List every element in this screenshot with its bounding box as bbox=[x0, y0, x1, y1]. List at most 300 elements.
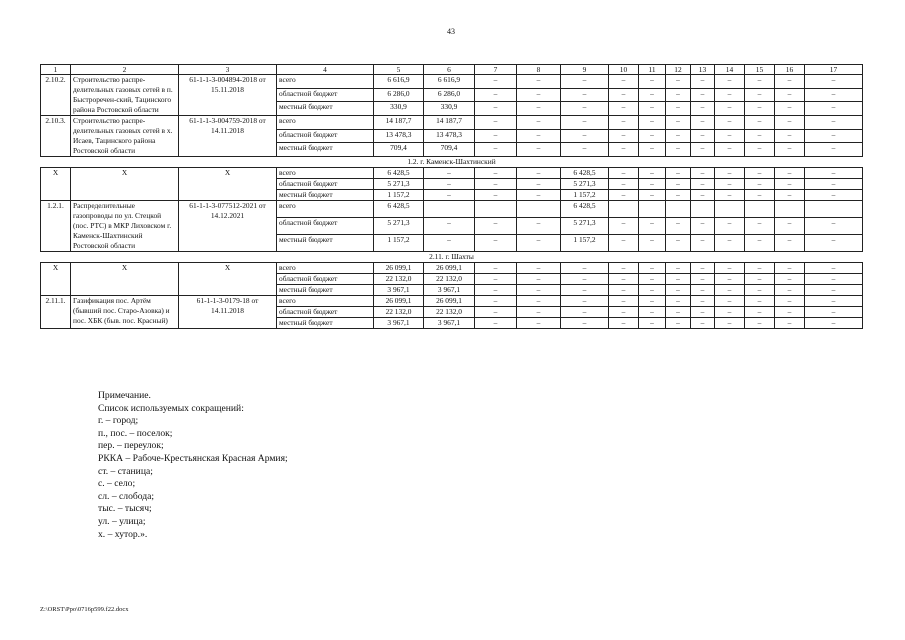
amount-cell: – bbox=[475, 263, 517, 274]
amount-cell: – bbox=[745, 296, 775, 307]
amount-cell: – bbox=[715, 88, 745, 102]
amount-cell: – bbox=[639, 318, 666, 329]
amount-cell: – bbox=[424, 235, 475, 252]
amount-cell: – bbox=[639, 274, 666, 285]
amount-cell: – bbox=[639, 75, 666, 89]
amount-cell: – bbox=[475, 285, 517, 296]
amount-cell: – bbox=[561, 75, 609, 89]
amount-cell: – bbox=[775, 88, 805, 102]
amount-cell: – bbox=[666, 263, 691, 274]
amount-cell: – bbox=[517, 296, 561, 307]
amount-cell: – bbox=[609, 75, 639, 89]
budget-source-cell: всего bbox=[277, 75, 374, 89]
amount-cell: – bbox=[715, 190, 745, 201]
amount-cell: 5 271,3 bbox=[561, 179, 609, 190]
project-code-cell: 61-1-1-3-077512-2021 от 14.12.2021 bbox=[179, 201, 277, 252]
column-header: 11 bbox=[639, 65, 666, 75]
amount-cell: – bbox=[666, 285, 691, 296]
amount-cell: – bbox=[666, 307, 691, 318]
amount-cell: – bbox=[609, 88, 639, 102]
amount-cell: – bbox=[639, 296, 666, 307]
amount-cell: – bbox=[561, 285, 609, 296]
amount-cell: – bbox=[475, 296, 517, 307]
budget-source-cell: всего bbox=[277, 168, 374, 179]
note-item: пер. – переулок; bbox=[98, 440, 164, 452]
table-row bbox=[41, 168, 863, 179]
amount-cell: – bbox=[775, 75, 805, 89]
amount-cell: 26 099,1 bbox=[424, 296, 475, 307]
note-item: х. – хутор.». bbox=[98, 528, 148, 540]
amount-cell: – bbox=[424, 168, 475, 179]
project-name-cell: Строительство распре-делительных газовых сетей в п. Быстроречен-ский, Тацинского района Ростовской области bbox=[71, 75, 179, 116]
budget-source-cell: областной бюджет bbox=[277, 307, 374, 318]
amount-cell bbox=[609, 201, 639, 218]
amount-cell: – bbox=[805, 102, 863, 116]
amount-cell: – bbox=[805, 307, 863, 318]
amount-cell: 1 157,2 bbox=[561, 190, 609, 201]
amount-cell: – bbox=[609, 190, 639, 201]
amount-cell: 5 271,3 bbox=[561, 218, 609, 235]
amount-cell: – bbox=[691, 307, 715, 318]
amount-cell: – bbox=[517, 218, 561, 235]
amount-cell: – bbox=[691, 102, 715, 116]
amount-cell bbox=[517, 201, 561, 218]
column-header: 7 bbox=[475, 65, 517, 75]
budget-source-cell: областной бюджет bbox=[277, 88, 374, 102]
budget-source-cell: областной бюджет bbox=[277, 129, 374, 143]
amount-cell: – bbox=[805, 235, 863, 252]
budget-table bbox=[40, 64, 863, 329]
amount-cell bbox=[775, 201, 805, 218]
amount-cell: – bbox=[715, 218, 745, 235]
column-header: 8 bbox=[517, 65, 561, 75]
amount-cell: – bbox=[475, 143, 517, 157]
amount-cell: – bbox=[666, 143, 691, 157]
amount-cell: – bbox=[715, 129, 745, 143]
amount-cell: 6 428,5 bbox=[561, 168, 609, 179]
amount-cell: – bbox=[517, 263, 561, 274]
amount-cell: – bbox=[561, 274, 609, 285]
amount-cell: – bbox=[805, 88, 863, 102]
amount-cell: – bbox=[775, 285, 805, 296]
amount-cell: – bbox=[805, 75, 863, 89]
amount-cell: 5 271,3 bbox=[374, 218, 424, 235]
amount-cell: 13 478,3 bbox=[424, 129, 475, 143]
amount-cell: – bbox=[639, 143, 666, 157]
amount-cell: – bbox=[691, 218, 715, 235]
amount-cell: 5 271,3 bbox=[374, 179, 424, 190]
amount-cell: – bbox=[517, 168, 561, 179]
amount-cell: 3 967,1 bbox=[374, 318, 424, 329]
amount-cell: – bbox=[745, 75, 775, 89]
amount-cell: – bbox=[805, 129, 863, 143]
amount-cell: – bbox=[475, 88, 517, 102]
amount-cell: – bbox=[745, 168, 775, 179]
amount-cell: – bbox=[639, 263, 666, 274]
amount-cell bbox=[745, 201, 775, 218]
table-row bbox=[41, 75, 863, 89]
column-header: 5 bbox=[374, 65, 424, 75]
amount-cell: – bbox=[805, 285, 863, 296]
project-name-cell: Строительство распре-делительных газовых сетей в х. Исаев, Тацинского района Ростовской области bbox=[71, 116, 179, 157]
amount-cell: – bbox=[745, 179, 775, 190]
budget-source-cell: местный бюджет bbox=[277, 285, 374, 296]
amount-cell: – bbox=[775, 102, 805, 116]
amount-cell: – bbox=[805, 318, 863, 329]
amount-cell: – bbox=[666, 168, 691, 179]
amount-cell: – bbox=[691, 296, 715, 307]
column-header: 2 bbox=[71, 65, 179, 75]
amount-cell: – bbox=[475, 129, 517, 143]
amount-cell: – bbox=[745, 143, 775, 157]
amount-cell: 709,4 bbox=[374, 143, 424, 157]
amount-cell: – bbox=[715, 274, 745, 285]
amount-cell: – bbox=[561, 296, 609, 307]
amount-cell: 3 967,1 bbox=[374, 285, 424, 296]
amount-cell: 6 616,9 bbox=[374, 75, 424, 89]
amount-cell: 6 286,0 bbox=[374, 88, 424, 102]
amount-cell: – bbox=[691, 285, 715, 296]
budget-source-cell: местный бюджет bbox=[277, 235, 374, 252]
amount-cell: – bbox=[475, 75, 517, 89]
budget-source-cell: всего bbox=[277, 296, 374, 307]
amount-cell: – bbox=[475, 190, 517, 201]
amount-cell: – bbox=[609, 168, 639, 179]
note-item: ул. – улица; bbox=[98, 515, 146, 527]
amount-cell: – bbox=[517, 285, 561, 296]
amount-cell: – bbox=[639, 129, 666, 143]
amount-cell: – bbox=[745, 274, 775, 285]
budget-source-cell: областной бюджет bbox=[277, 218, 374, 235]
amount-cell: 26 099,1 bbox=[424, 263, 475, 274]
amount-cell: – bbox=[691, 116, 715, 130]
amount-cell: – bbox=[715, 263, 745, 274]
budget-source-cell: местный бюджет bbox=[277, 318, 374, 329]
amount-cell: – bbox=[517, 179, 561, 190]
amount-cell: – bbox=[691, 235, 715, 252]
amount-cell: – bbox=[715, 318, 745, 329]
amount-cell: 14 187,7 bbox=[374, 116, 424, 130]
amount-cell bbox=[691, 201, 715, 218]
amount-cell bbox=[715, 201, 745, 218]
amount-cell: – bbox=[691, 129, 715, 143]
column-header: 4 bbox=[277, 65, 374, 75]
page-number: 43 bbox=[447, 27, 455, 36]
amount-cell: – bbox=[666, 235, 691, 252]
amount-cell: 14 187,7 bbox=[424, 116, 475, 130]
amount-cell: – bbox=[517, 88, 561, 102]
amount-cell: – bbox=[745, 88, 775, 102]
amount-cell: – bbox=[691, 168, 715, 179]
amount-cell: – bbox=[475, 218, 517, 235]
amount-cell: – bbox=[639, 88, 666, 102]
note-item: п., пос. – поселок; bbox=[98, 427, 173, 439]
amount-cell: – bbox=[639, 285, 666, 296]
column-header: 6 bbox=[424, 65, 475, 75]
amount-cell: – bbox=[639, 179, 666, 190]
amount-cell: – bbox=[745, 190, 775, 201]
amount-cell: – bbox=[715, 285, 745, 296]
column-header: 14 bbox=[715, 65, 745, 75]
amount-cell: – bbox=[609, 318, 639, 329]
amount-cell: – bbox=[805, 218, 863, 235]
amount-cell: – bbox=[475, 102, 517, 116]
amount-cell: – bbox=[745, 116, 775, 130]
budget-source-cell: всего bbox=[277, 116, 374, 130]
column-header: 12 bbox=[666, 65, 691, 75]
amount-cell: – bbox=[475, 235, 517, 252]
amount-cell bbox=[666, 201, 691, 218]
amount-cell: 1 157,2 bbox=[374, 235, 424, 252]
column-header: 10 bbox=[609, 65, 639, 75]
amount-cell: – bbox=[715, 307, 745, 318]
row-number-cell: 1.2.1. bbox=[41, 201, 71, 252]
note-items-list bbox=[98, 415, 288, 541]
project-code-cell: Х bbox=[179, 263, 277, 296]
budget-source-cell: областной бюджет bbox=[277, 274, 374, 285]
amount-cell: – bbox=[639, 190, 666, 201]
amount-cell: – bbox=[805, 179, 863, 190]
amount-cell: 330,9 bbox=[374, 102, 424, 116]
amount-cell: – bbox=[666, 116, 691, 130]
amount-cell: – bbox=[666, 129, 691, 143]
amount-cell: – bbox=[805, 296, 863, 307]
amount-cell: – bbox=[475, 307, 517, 318]
amount-cell bbox=[805, 201, 863, 218]
amount-cell: 26 099,1 bbox=[374, 296, 424, 307]
amount-cell: – bbox=[666, 190, 691, 201]
amount-cell: – bbox=[805, 168, 863, 179]
amount-cell: – bbox=[639, 116, 666, 130]
amount-cell: – bbox=[517, 318, 561, 329]
amount-cell: – bbox=[609, 129, 639, 143]
amount-cell: – bbox=[424, 190, 475, 201]
amount-cell: – bbox=[639, 168, 666, 179]
amount-cell: – bbox=[691, 190, 715, 201]
row-number-cell: Х bbox=[41, 168, 71, 201]
amount-cell: – bbox=[666, 218, 691, 235]
amount-cell: – bbox=[609, 143, 639, 157]
note-item: с. – село; bbox=[98, 478, 136, 490]
amount-cell: – bbox=[775, 274, 805, 285]
amount-cell: 22 132,0 bbox=[374, 274, 424, 285]
amount-cell: – bbox=[639, 307, 666, 318]
note-item: сл. – слобода; bbox=[98, 490, 155, 502]
note-item: ст. – станица; bbox=[98, 465, 153, 477]
amount-cell: – bbox=[609, 274, 639, 285]
note-item: РККА – Рабоче-Крестьянская Красная Армия; bbox=[98, 452, 288, 464]
amount-cell bbox=[639, 201, 666, 218]
amount-cell: – bbox=[561, 318, 609, 329]
amount-cell: 330,9 bbox=[424, 102, 475, 116]
row-number-cell: 2.10.3. bbox=[41, 116, 71, 157]
budget-source-cell: всего bbox=[277, 263, 374, 274]
amount-cell: – bbox=[609, 102, 639, 116]
amount-cell: 6 428,5 bbox=[374, 201, 424, 218]
amount-cell: – bbox=[517, 129, 561, 143]
amount-cell: – bbox=[666, 296, 691, 307]
amount-cell: – bbox=[775, 143, 805, 157]
amount-cell: – bbox=[609, 296, 639, 307]
budget-source-cell: местный бюджет bbox=[277, 143, 374, 157]
note-subtitle: Список используемых сокращений: bbox=[98, 402, 244, 414]
amount-cell: – bbox=[561, 88, 609, 102]
amount-cell: 22 132,0 bbox=[424, 307, 475, 318]
amount-cell: – bbox=[775, 179, 805, 190]
amount-cell: 1 157,2 bbox=[374, 190, 424, 201]
file-path-footer: Z:\ORST\Ppo\0716p599.f22.docx bbox=[40, 606, 129, 613]
row-number-cell: Х bbox=[41, 263, 71, 296]
amount-cell: 13 478,3 bbox=[374, 129, 424, 143]
amount-cell: – bbox=[424, 218, 475, 235]
project-code-cell: 61-1-1-3-004894-2018 от 15.11.2018 bbox=[179, 75, 277, 116]
section-title: 1.2. г. Каменск-Шахтинский bbox=[41, 157, 863, 168]
amount-cell: – bbox=[517, 190, 561, 201]
amount-cell: – bbox=[691, 179, 715, 190]
amount-cell: – bbox=[745, 263, 775, 274]
amount-cell: – bbox=[609, 116, 639, 130]
column-header: 9 bbox=[561, 65, 609, 75]
amount-cell: 22 132,0 bbox=[374, 307, 424, 318]
amount-cell: – bbox=[775, 168, 805, 179]
amount-cell: – bbox=[715, 116, 745, 130]
project-name-cell: Х bbox=[71, 168, 179, 201]
note-title: Примечание. bbox=[98, 390, 151, 401]
amount-cell: – bbox=[775, 129, 805, 143]
amount-cell: – bbox=[715, 75, 745, 89]
amount-cell: – bbox=[517, 75, 561, 89]
amount-cell: – bbox=[745, 235, 775, 252]
project-name-cell: Х bbox=[71, 263, 179, 296]
amount-cell: – bbox=[561, 307, 609, 318]
amount-cell: 6 286,0 bbox=[424, 88, 475, 102]
note-item: тыс. – тысяч; bbox=[98, 503, 152, 515]
amount-cell: – bbox=[775, 190, 805, 201]
amount-cell: – bbox=[715, 296, 745, 307]
amount-cell: – bbox=[639, 235, 666, 252]
amount-cell: – bbox=[609, 179, 639, 190]
table-body bbox=[41, 75, 863, 329]
amount-cell: – bbox=[715, 102, 745, 116]
amount-cell: – bbox=[517, 235, 561, 252]
amount-cell: – bbox=[691, 88, 715, 102]
amount-cell: – bbox=[775, 235, 805, 252]
amount-cell: – bbox=[609, 307, 639, 318]
amount-cell: – bbox=[561, 263, 609, 274]
amount-cell: – bbox=[517, 116, 561, 130]
amount-cell: 3 967,1 bbox=[424, 318, 475, 329]
amount-cell: 22 132,0 bbox=[424, 274, 475, 285]
project-name-cell: Распределительные газопроводы по ул. Стецкой (пос. РТС) в МКР Лиховском г. Каменск-Шахтинский Ростовской области bbox=[71, 201, 179, 252]
amount-cell: – bbox=[715, 235, 745, 252]
amount-cell: – bbox=[609, 285, 639, 296]
amount-cell: – bbox=[775, 307, 805, 318]
amount-cell: – bbox=[805, 190, 863, 201]
amount-cell: – bbox=[666, 102, 691, 116]
section-row bbox=[41, 157, 863, 168]
project-code-cell: 61-1-1-3-0179-18 от 14.11.2018 bbox=[179, 296, 277, 329]
column-header: 15 bbox=[745, 65, 775, 75]
amount-cell: – bbox=[691, 263, 715, 274]
column-header: 17 bbox=[805, 65, 863, 75]
amount-cell: – bbox=[609, 218, 639, 235]
amount-cell: – bbox=[691, 274, 715, 285]
amount-cell: – bbox=[666, 274, 691, 285]
column-header: 1 bbox=[41, 65, 71, 75]
amount-cell: 6 428,5 bbox=[561, 201, 609, 218]
amount-cell: – bbox=[715, 179, 745, 190]
project-code-cell: 61-1-1-3-004759-2018 от 14.11.2018 bbox=[179, 116, 277, 157]
amount-cell: – bbox=[666, 179, 691, 190]
amount-cell: – bbox=[475, 318, 517, 329]
abbreviations-note bbox=[98, 390, 288, 541]
amount-cell: – bbox=[775, 218, 805, 235]
amount-cell: – bbox=[609, 235, 639, 252]
table-row bbox=[41, 116, 863, 130]
amount-cell: 1 157,2 bbox=[561, 235, 609, 252]
project-code-cell: Х bbox=[179, 168, 277, 201]
amount-cell: – bbox=[475, 116, 517, 130]
amount-cell: – bbox=[745, 129, 775, 143]
amount-cell: 6 428,5 bbox=[374, 168, 424, 179]
amount-cell: – bbox=[561, 129, 609, 143]
amount-cell: – bbox=[517, 274, 561, 285]
amount-cell: – bbox=[775, 296, 805, 307]
amount-cell: – bbox=[691, 143, 715, 157]
project-name-cell: Газификация пос. Артём (бывший пос. Старо-Азовка) и пос. ХБК (быв. пос. Красный) bbox=[71, 296, 179, 329]
amount-cell: – bbox=[561, 143, 609, 157]
amount-cell: – bbox=[475, 179, 517, 190]
table-row bbox=[41, 201, 863, 218]
amount-cell: – bbox=[639, 218, 666, 235]
amount-cell: – bbox=[745, 307, 775, 318]
amount-cell: – bbox=[745, 318, 775, 329]
row-number-cell: 2.10.2. bbox=[41, 75, 71, 116]
amount-cell: – bbox=[805, 116, 863, 130]
amount-cell: – bbox=[666, 75, 691, 89]
amount-cell: 6 616,9 bbox=[424, 75, 475, 89]
amount-cell: – bbox=[475, 168, 517, 179]
amount-cell: – bbox=[691, 318, 715, 329]
table-row bbox=[41, 296, 863, 307]
budget-source-cell: всего bbox=[277, 201, 374, 218]
table-row bbox=[41, 263, 863, 274]
amount-cell: – bbox=[775, 116, 805, 130]
amount-cell bbox=[424, 201, 475, 218]
amount-cell: – bbox=[609, 263, 639, 274]
amount-cell: – bbox=[666, 318, 691, 329]
section-title: 2.11. г. Шахты bbox=[41, 252, 863, 263]
amount-cell: – bbox=[639, 102, 666, 116]
amount-cell: – bbox=[517, 143, 561, 157]
amount-cell: – bbox=[424, 179, 475, 190]
column-header: 13 bbox=[691, 65, 715, 75]
column-header: 3 bbox=[179, 65, 277, 75]
budget-source-cell: областной бюджет bbox=[277, 179, 374, 190]
column-header: 16 bbox=[775, 65, 805, 75]
amount-cell: – bbox=[561, 102, 609, 116]
amount-cell: – bbox=[745, 285, 775, 296]
budget-source-cell: местный бюджет bbox=[277, 102, 374, 116]
amount-cell: – bbox=[805, 143, 863, 157]
amount-cell bbox=[475, 201, 517, 218]
amount-cell: – bbox=[775, 263, 805, 274]
amount-cell: – bbox=[691, 75, 715, 89]
amount-cell: – bbox=[715, 143, 745, 157]
amount-cell: – bbox=[745, 218, 775, 235]
amount-cell: 26 099,1 bbox=[374, 263, 424, 274]
amount-cell: – bbox=[666, 88, 691, 102]
